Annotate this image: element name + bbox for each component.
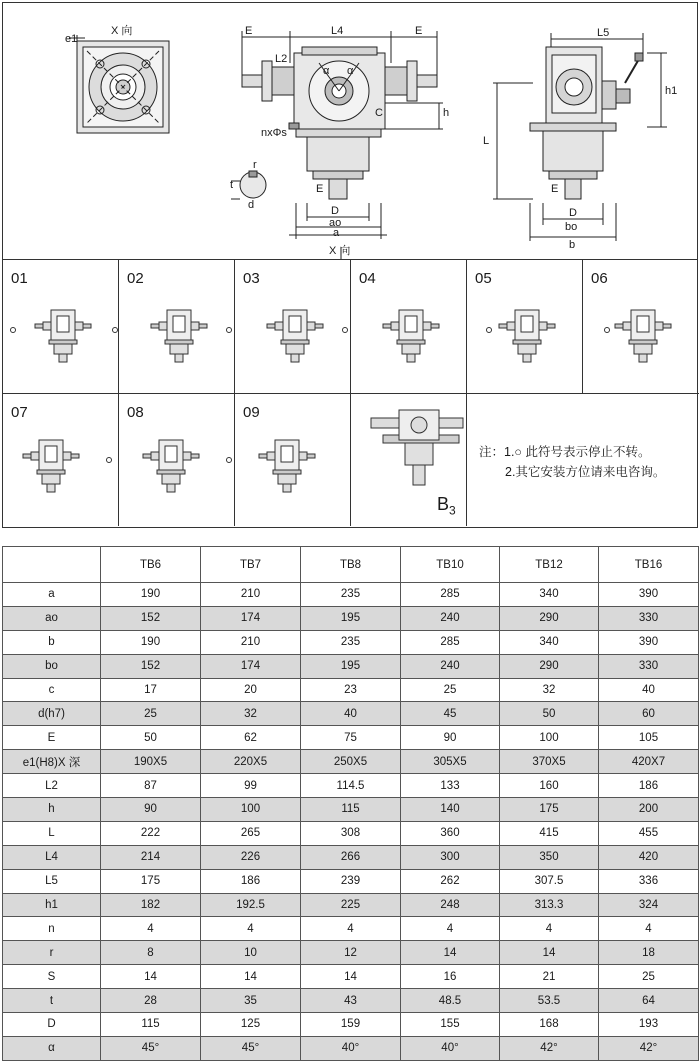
row-label: t — [3, 989, 101, 1013]
col-header: TB16 — [599, 547, 699, 583]
label-alpha-2: α — [347, 65, 354, 77]
table-cell: 340 — [500, 630, 599, 654]
table-cell: 200 — [599, 798, 699, 822]
table-cell: 20 — [201, 678, 301, 702]
table-row — [3, 606, 699, 630]
table-row — [3, 654, 699, 678]
row-label: S — [3, 965, 101, 989]
table-row — [3, 702, 699, 726]
table-cell: 99 — [201, 774, 301, 798]
table-cell: 155 — [401, 1013, 500, 1037]
table-cell: 210 — [201, 583, 301, 607]
table-row — [3, 893, 699, 917]
mount-code: 04 — [359, 270, 376, 287]
label-x-view: X 向 — [111, 25, 133, 37]
table-cell: 25 — [599, 965, 699, 989]
label-h: h — [443, 107, 450, 119]
table-cell: 330 — [599, 606, 699, 630]
row-label: d(h7) — [3, 702, 101, 726]
table-cell: 14 — [401, 941, 500, 965]
table-cell: 190 — [101, 630, 201, 654]
table-cell: 195 — [301, 654, 401, 678]
table-cell: 43 — [301, 989, 401, 1013]
table-row — [3, 750, 699, 774]
row-label: L5 — [3, 869, 101, 893]
table-cell: 32 — [201, 702, 301, 726]
mount-code: 06 — [591, 270, 608, 287]
table-cell: 420 — [599, 845, 699, 869]
label-dia-D: D — [331, 205, 339, 217]
label-e-low: E — [316, 183, 324, 195]
table-cell: 4 — [301, 917, 401, 941]
table-cell: 239 — [301, 869, 401, 893]
table-cell: 305X5 — [401, 750, 500, 774]
table-cell: 210 — [201, 630, 301, 654]
table-cell: 240 — [401, 654, 500, 678]
row-label: α — [3, 1036, 101, 1060]
table-row — [3, 774, 699, 798]
table-cell: 32 — [500, 678, 599, 702]
col-header — [3, 547, 101, 583]
mount-sketches — [3, 260, 699, 526]
b3-label: $B_3$ — [437, 494, 456, 518]
table-cell: 23 — [301, 678, 401, 702]
x-view-flange-drawing — [69, 35, 169, 133]
row-label: a — [3, 583, 101, 607]
label-l4: L4 — [331, 25, 344, 37]
side-view-drawing — [493, 33, 667, 241]
table-cell: 53.5 — [500, 989, 599, 1013]
table-cell: 4 — [500, 917, 599, 941]
table-cell: 87 — [101, 774, 201, 798]
spec-table-header — [3, 547, 699, 583]
table-cell: 4 — [201, 917, 301, 941]
note-line-1: 注：1.○ 此符号表示停止不转。 — [479, 445, 651, 459]
table-cell: 285 — [401, 583, 500, 607]
table-cell: 18 — [599, 941, 699, 965]
label-e-side: E — [551, 183, 559, 195]
table-cell: 14 — [201, 965, 301, 989]
table-cell: 235 — [301, 630, 401, 654]
table-cell: 265 — [201, 821, 301, 845]
table-cell: 415 — [500, 821, 599, 845]
table-cell: 175 — [101, 869, 201, 893]
table-row — [3, 917, 699, 941]
row-label: n — [3, 917, 101, 941]
table-row — [3, 678, 699, 702]
row-label: L4 — [3, 845, 101, 869]
table-cell: 190X5 — [101, 750, 201, 774]
table-cell: 190 — [101, 583, 201, 607]
label-c: C — [375, 107, 383, 119]
table-cell: 100 — [201, 798, 301, 822]
table-row — [3, 941, 699, 965]
table-cell: 42° — [599, 1036, 699, 1060]
label-L: L — [483, 135, 490, 147]
table-cell: 308 — [301, 821, 401, 845]
table-cell: 330 — [599, 654, 699, 678]
row-label: r — [3, 941, 101, 965]
table-row — [3, 989, 699, 1013]
label-x-arrow: X 向 — [329, 245, 351, 257]
table-cell: 174 — [201, 654, 301, 678]
table-cell: 50 — [101, 726, 201, 750]
table-cell: 152 — [101, 606, 201, 630]
table-cell: 100 — [500, 726, 599, 750]
table-cell: 222 — [101, 821, 201, 845]
table-cell: 186 — [599, 774, 699, 798]
table-cell: 75 — [301, 726, 401, 750]
table-cell: 182 — [101, 893, 201, 917]
table-cell: 250X5 — [301, 750, 401, 774]
table-cell: 455 — [599, 821, 699, 845]
table-cell: 168 — [500, 1013, 599, 1037]
mount-code: 08 — [127, 404, 144, 421]
col-header: TB6 — [101, 547, 201, 583]
label-h1: h1 — [665, 85, 678, 97]
table-cell: 28 — [101, 989, 201, 1013]
col-header: TB12 — [500, 547, 599, 583]
dimension-drawings-panel — [2, 2, 698, 260]
table-cell: 35 — [201, 989, 301, 1013]
table-cell: 140 — [401, 798, 500, 822]
table-row — [3, 1013, 699, 1037]
row-label: h1 — [3, 893, 101, 917]
table-cell: 90 — [101, 798, 201, 822]
table-cell: 195 — [301, 606, 401, 630]
table-cell: 220X5 — [201, 750, 301, 774]
mount-code: 09 — [243, 404, 260, 421]
table-cell: 186 — [201, 869, 301, 893]
label-e1: e1 — [65, 33, 78, 45]
row-label: L2 — [3, 774, 101, 798]
label-alpha-1: α — [323, 65, 330, 77]
table-cell: 324 — [599, 893, 699, 917]
row-label: b — [3, 630, 101, 654]
label-e-right: E — [415, 25, 423, 37]
row-label: e1(H8)X 深 — [3, 750, 101, 774]
table-cell: 25 — [101, 702, 201, 726]
table-cell: 193 — [599, 1013, 699, 1037]
table-cell: 420X7 — [599, 750, 699, 774]
mount-code: 07 — [11, 404, 28, 421]
table-cell: 360 — [401, 821, 500, 845]
table-cell: 174 — [201, 606, 301, 630]
label-b0: bo — [565, 221, 578, 233]
table-cell: 192.5 — [201, 893, 301, 917]
mount-code: 01 — [11, 270, 28, 287]
row-label: c — [3, 678, 101, 702]
label-r: r — [253, 159, 257, 171]
table-cell: 370X5 — [500, 750, 599, 774]
label-a0: ao — [329, 217, 342, 229]
table-cell: 105 — [599, 726, 699, 750]
mount-code: 02 — [127, 270, 144, 287]
table-cell: 313.3 — [500, 893, 599, 917]
table-cell: 262 — [401, 869, 500, 893]
table-row — [3, 630, 699, 654]
table-cell: 45° — [201, 1036, 301, 1060]
table-cell: 214 — [101, 845, 201, 869]
table-cell: 290 — [500, 606, 599, 630]
col-header: TB7 — [201, 547, 301, 583]
table-cell: 40° — [301, 1036, 401, 1060]
table-cell: 50 — [500, 702, 599, 726]
mount-code: 03 — [243, 270, 260, 287]
table-cell: 115 — [301, 798, 401, 822]
row-label: h — [3, 798, 101, 822]
table-cell: 4 — [101, 917, 201, 941]
table-cell: 90 — [401, 726, 500, 750]
label-d: d — [248, 199, 255, 211]
note-line-2: 2.其它安装方位请来电咨询。 — [505, 465, 666, 479]
table-cell: 240 — [401, 606, 500, 630]
table-row — [3, 965, 699, 989]
table-cell: 45 — [401, 702, 500, 726]
table-cell: 25 — [401, 678, 500, 702]
table-cell: 290 — [500, 654, 599, 678]
spec-table — [2, 546, 699, 1061]
table-cell: 4 — [599, 917, 699, 941]
table-row — [3, 821, 699, 845]
table-cell: 45° — [101, 1036, 201, 1060]
table-row — [3, 798, 699, 822]
row-label: ao — [3, 606, 101, 630]
table-cell: 225 — [301, 893, 401, 917]
row-label: bo — [3, 654, 101, 678]
table-cell: 42° — [500, 1036, 599, 1060]
table-cell: 62 — [201, 726, 301, 750]
label-t: t — [230, 179, 234, 191]
table-row — [3, 845, 699, 869]
row-label: D — [3, 1013, 101, 1037]
label-e-left: E — [245, 25, 253, 37]
table-cell: 340 — [500, 583, 599, 607]
table-cell: 14 — [101, 965, 201, 989]
table-cell: 159 — [301, 1013, 401, 1037]
table-cell: 16 — [401, 965, 500, 989]
table-cell: 266 — [301, 845, 401, 869]
table-cell: 12 — [301, 941, 401, 965]
col-header: TB10 — [401, 547, 500, 583]
table-cell: 10 — [201, 941, 301, 965]
table-cell: 152 — [101, 654, 201, 678]
table-cell: 14 — [500, 941, 599, 965]
mounting-notes — [479, 442, 665, 482]
table-cell: 14 — [301, 965, 401, 989]
table-cell: 133 — [401, 774, 500, 798]
table-cell: 48.5 — [401, 989, 500, 1013]
table-row — [3, 869, 699, 893]
label-l5: L5 — [597, 27, 610, 39]
table-cell: 115 — [101, 1013, 201, 1037]
table-row — [3, 583, 699, 607]
table-cell: 8 — [101, 941, 201, 965]
label-b: b — [569, 239, 576, 251]
label-l2: L2 — [275, 53, 288, 65]
table-cell: 300 — [401, 845, 500, 869]
table-cell: 307.5 — [500, 869, 599, 893]
table-cell: 60 — [599, 702, 699, 726]
mount-code: 05 — [475, 270, 492, 287]
label-a: a — [333, 227, 340, 239]
spec-table-body — [3, 583, 699, 1061]
table-cell: 17 — [101, 678, 201, 702]
table-cell: 248 — [401, 893, 500, 917]
table-cell: 175 — [500, 798, 599, 822]
table-cell: 285 — [401, 630, 500, 654]
table-cell: 40 — [301, 702, 401, 726]
label-n-phi-s: nxΦs — [261, 127, 287, 139]
table-cell: 4 — [401, 917, 500, 941]
table-cell: 125 — [201, 1013, 301, 1037]
table-cell: 40° — [401, 1036, 500, 1060]
mounting-positions-grid — [2, 260, 698, 528]
table-cell: 64 — [599, 989, 699, 1013]
row-label: L — [3, 821, 101, 845]
table-cell: 390 — [599, 583, 699, 607]
table-cell: 160 — [500, 774, 599, 798]
table-cell: 336 — [599, 869, 699, 893]
label-d-side: D — [569, 207, 577, 219]
table-cell: 114.5 — [301, 774, 401, 798]
table-cell: 350 — [500, 845, 599, 869]
table-cell: 235 — [301, 583, 401, 607]
table-cell: 40 — [599, 678, 699, 702]
row-label: E — [3, 726, 101, 750]
table-cell: 21 — [500, 965, 599, 989]
table-row — [3, 726, 699, 750]
col-header: TB8 — [301, 547, 401, 583]
table-row — [3, 1036, 699, 1060]
table-cell: 390 — [599, 630, 699, 654]
dimension-drawings-svg — [3, 3, 699, 261]
table-cell: 226 — [201, 845, 301, 869]
